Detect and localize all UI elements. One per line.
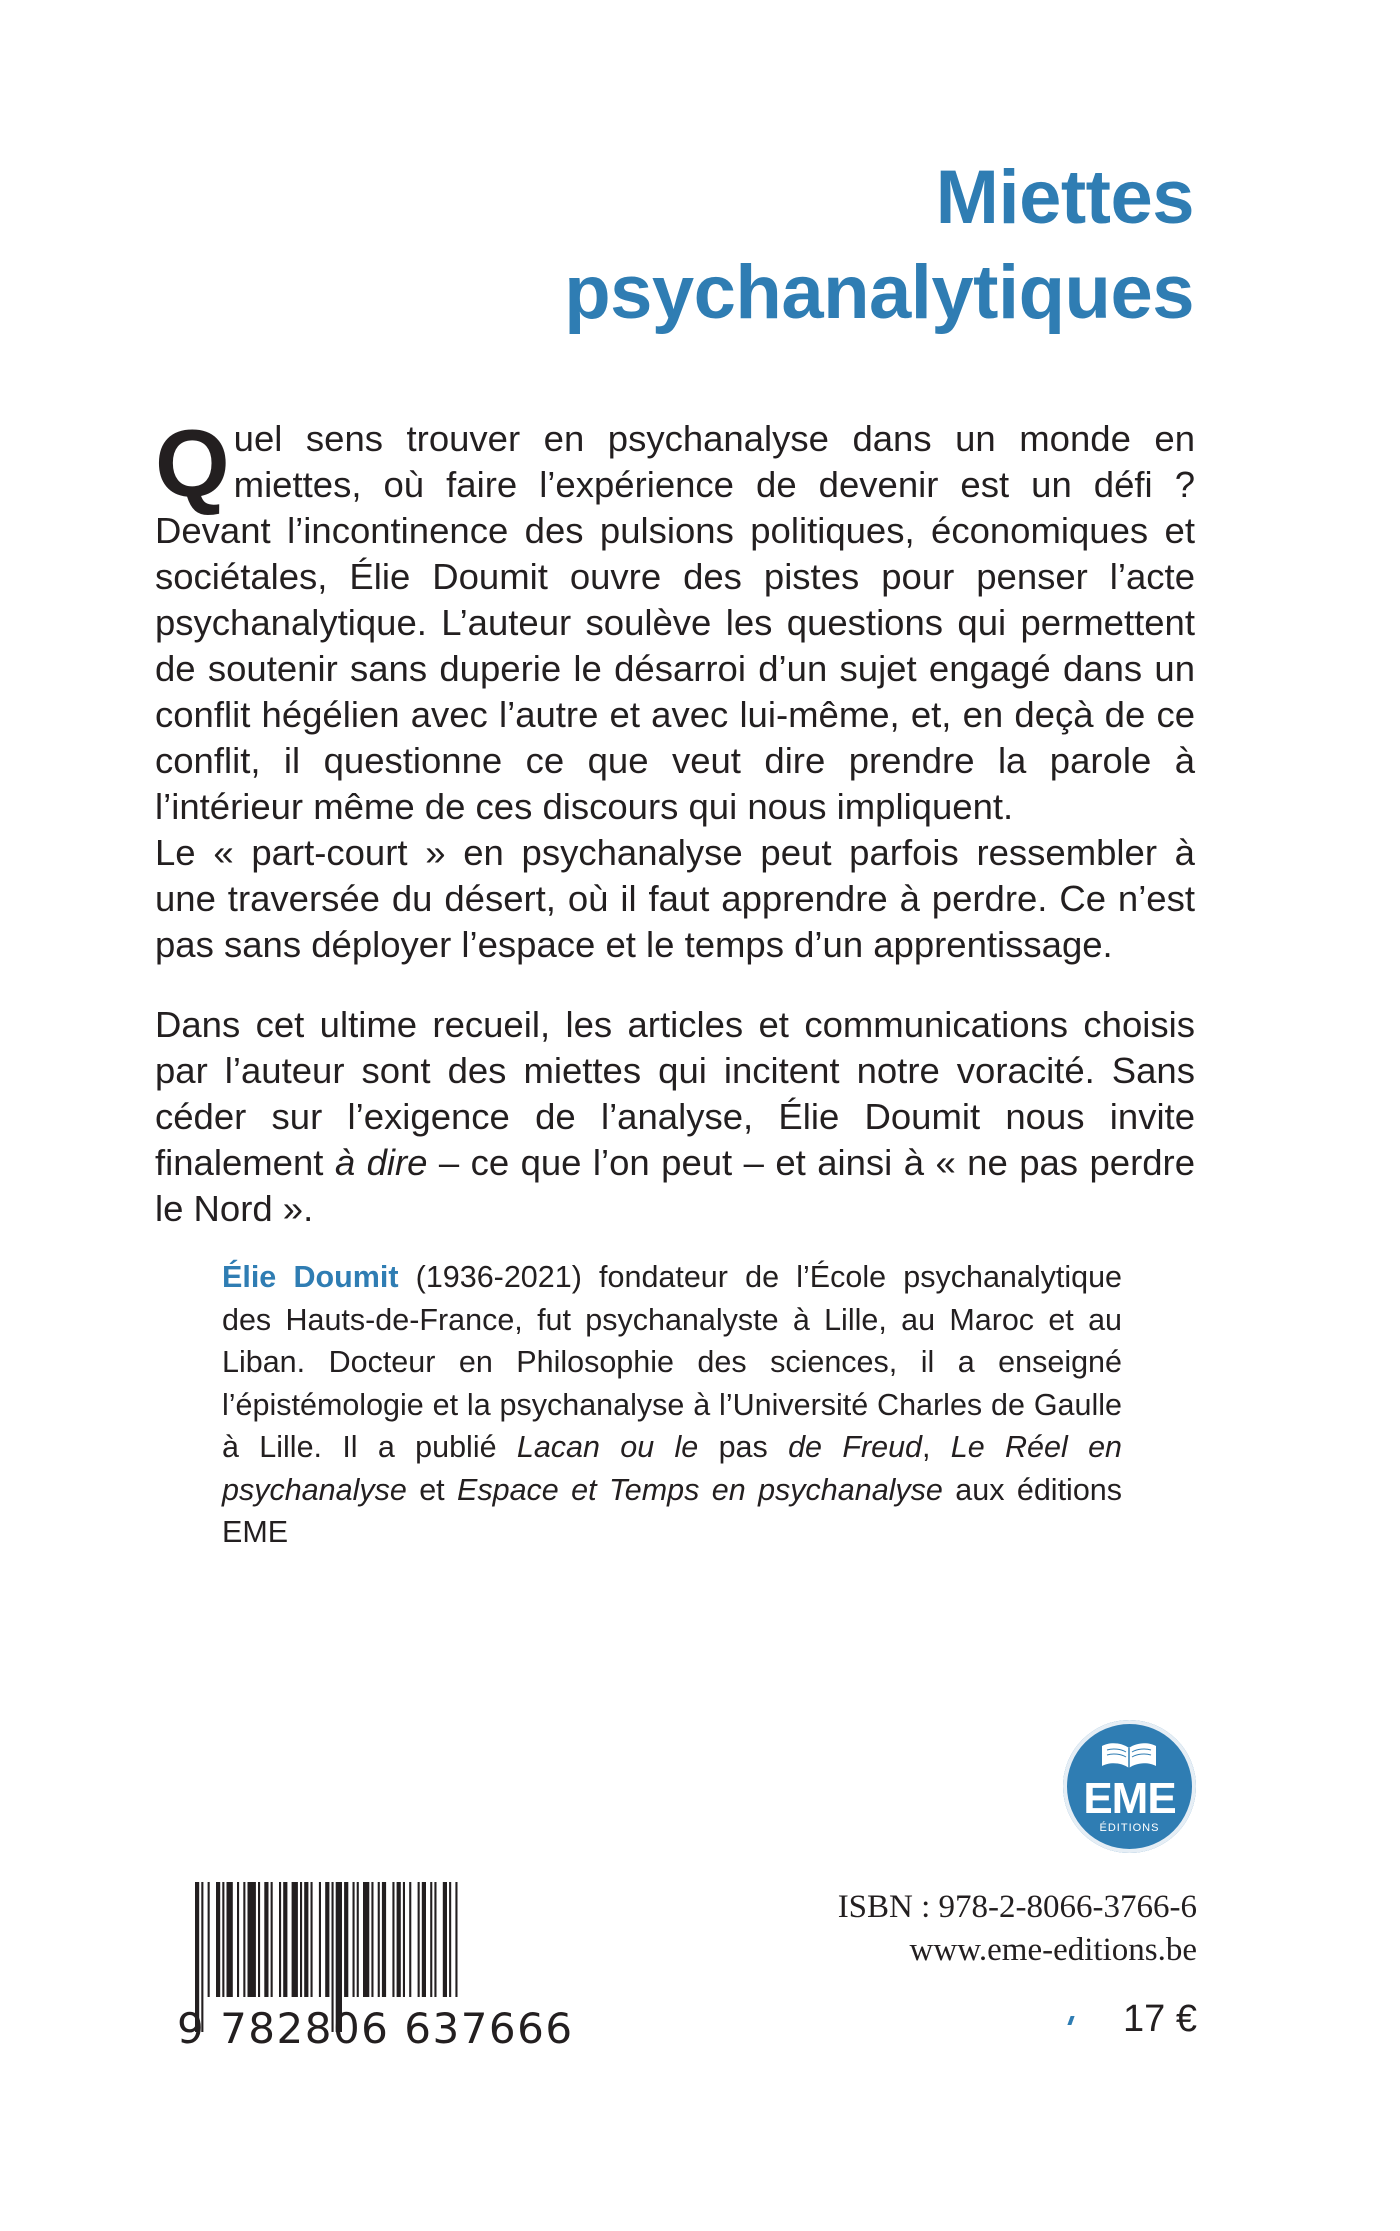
blurb [155, 410, 1195, 1232]
barcode-digits: 9 782806 637666 [177, 2004, 574, 2053]
barcode-bar [283, 1882, 287, 1997]
blurb-p3-emphasis: à dire [334, 1142, 428, 1183]
barcode-bar [325, 1882, 329, 1997]
barcode-bar [363, 1882, 369, 1997]
drop-cap: Q [155, 410, 230, 517]
barcode-bar [434, 1882, 436, 1997]
open-book-icon [1099, 1740, 1159, 1770]
website-url: www.eme-editions.be [909, 1932, 1197, 1968]
price: 17 € [1123, 1998, 1197, 2040]
barcode-bar [418, 1882, 420, 1997]
book-title-1c: de Freud [788, 1430, 922, 1464]
title-line-2: psychanalytiques [564, 250, 1194, 335]
barcode-bar [279, 1882, 281, 1997]
barcode-bar [248, 1882, 256, 1997]
barcode-bar [222, 1882, 224, 1997]
barcode-bar [243, 1882, 245, 1997]
book-title-2: Le Réel en psychanalyse [222, 1430, 1123, 1507]
book-title-1b: pas [698, 1430, 789, 1464]
book-title-1a: Lacan ou le [516, 1430, 699, 1464]
barcode-bar [430, 1882, 432, 1997]
blurb-paragraph-1 [155, 410, 1195, 830]
barcode-bar [371, 1882, 373, 1997]
barcode-bar [292, 1882, 298, 1997]
barcode-bar [237, 1882, 239, 1997]
barcode-bar [382, 1882, 386, 1997]
barcode-bar [403, 1882, 405, 1997]
barcode-bar [449, 1882, 451, 1997]
eme-logo [1063, 1720, 1196, 1853]
barcode-bar [271, 1882, 273, 1997]
barcode-bar [227, 1882, 233, 1997]
barcode-bar [357, 1882, 359, 1997]
book-title-3: Espace et Temps en psychanalyse [457, 1472, 943, 1507]
barcode-bar [378, 1882, 380, 1997]
barcode-bar [397, 1882, 401, 1997]
barcode-bar [409, 1882, 411, 1997]
isbn: ISBN : 978-2-8066-3766-6 [837, 1889, 1197, 1925]
logo-subtitle: ÉDITIONS [1099, 1822, 1160, 1834]
barcode-bar [216, 1882, 220, 1997]
title-line-1: Miettes [935, 155, 1194, 240]
barcode-bar [319, 1882, 321, 1997]
barcode-bar [258, 1882, 260, 1997]
author-bio [222, 1256, 1122, 1554]
blurb-paragraph-2: Le « part-court » en psychanalyse peut parfois ressembler à une traversée du désert, où il faut apprendre à perdre. Ce n’est pas sans déployer l’espace et le temps d’un apprentissage. [155, 832, 1195, 965]
barcode-bar [300, 1882, 302, 1997]
barcode-bar [208, 1882, 210, 1997]
blurb-paragraph-3 [155, 1002, 1195, 1232]
barcode-bar [392, 1882, 394, 1997]
barcode-bar [455, 1882, 457, 1997]
book-title [564, 150, 1194, 340]
bio-sep-1: , [922, 1430, 951, 1464]
blurb-paragraph-1-text: uel sens trouver en psychanalyse dans un monde en miettes, où faire l’expérience de devenir est un défi ? Devant l’incontinence des pulsions politiques, économiques et sociétales, Élie Doumit ouvre des pistes pour penser l’acte psychanalytique. L’auteur soulève les questions qui permettent de soutenir sans duperie le désarroi d’un sujet engagé dans un conflit hégélien avec l’autre et avec lui-même, et, en deçà de ce conflit, il questionne ce que veut dire prendre la parole à l’intérieur même de ces discours qui nous impliquent. [155, 418, 1195, 827]
barcode-bar [264, 1882, 268, 1997]
blurb-p3-text-b: – ce que l’on peut – et ainsi à « ne pas perdre le Nord ». [155, 1142, 1195, 1229]
barcode-bar [422, 1882, 426, 1997]
logo-brand: EME [1083, 1774, 1176, 1823]
bio-text-a: (1936-2021) fondateur de l’École psychanalytique des Hauts-de-France, fut psychanalyste à Lille, au Maroc et au Liban. Docteur en Philosophie des sciences, il a enseigné l’épistémologie et la psychanalyse à l’Université Charles de Gaulle à Lille. Il a publié [222, 1260, 1122, 1464]
barcode-bar [344, 1882, 348, 1997]
barcode-bar [304, 1882, 308, 1997]
decorative-mark [1067, 2016, 1074, 2025]
bio-sep-2: et [406, 1472, 458, 1507]
barcode-bar [443, 1882, 447, 1997]
bio-text-b: aux éditions EME [222, 1472, 1122, 1549]
blurb-p3-text-a: Dans cet ultime recueil, les articles et communications choisis par l’auteur sont des miettes qui incitent notre voracité. Sans céder sur l’exigence de l’analyse, Élie Doumit nous invite finalement [155, 1004, 1195, 1183]
barcode-bar [353, 1882, 355, 1997]
barcode-bar [311, 1882, 313, 1997]
author-name: Élie Doumit [222, 1260, 399, 1294]
